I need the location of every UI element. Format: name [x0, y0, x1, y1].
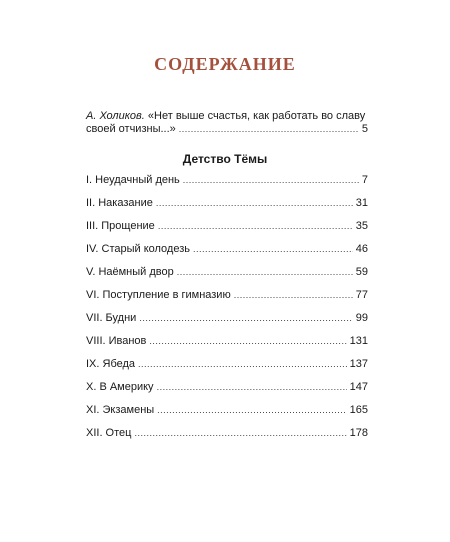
toc-entry [86, 427, 368, 450]
toc-entry-title: I. Неудачный день [86, 174, 180, 186]
dot-leader [158, 220, 353, 233]
toc-entry-page: 35 [355, 220, 368, 232]
toc-entry-title: VII. Будни [86, 312, 137, 324]
page-title: СОДЕРЖАНИЕ [154, 54, 296, 74]
toc-entry [86, 220, 368, 243]
toc-entry-title: XII. Отец [86, 427, 132, 439]
toc-entry-page: 137 [349, 358, 368, 370]
toc-entry-page: 165 [349, 404, 368, 416]
toc-entry-title: III. Прощение [86, 220, 155, 232]
dot-leader [193, 243, 353, 256]
toc-entry-page: 7 [361, 174, 368, 186]
preface-line-2 [86, 123, 368, 136]
toc-entry-page: 59 [355, 266, 368, 278]
dot-leader [179, 123, 359, 136]
toc-entry [86, 289, 368, 312]
toc-entry-page: 46 [355, 243, 368, 255]
toc-entry [86, 266, 368, 289]
toc-entry-page: 147 [349, 381, 368, 393]
dot-leader [183, 174, 359, 187]
dot-leader [134, 427, 346, 440]
preface-title-line-2: своей отчизны...» [86, 123, 176, 135]
dot-leader [234, 289, 353, 302]
toc-entry-title: XI. Экзамены [86, 404, 155, 416]
toc-entry-title: VIII. Иванов [86, 335, 147, 347]
toc-entry-title: IV. Старый колодезь [86, 243, 190, 255]
toc-entry-page: 178 [349, 427, 368, 439]
dot-leader [149, 335, 346, 348]
preface-line-1 [86, 110, 368, 123]
toc-list [86, 174, 368, 450]
preface-author: А. Холиков. [86, 110, 145, 122]
toc-entry [86, 174, 368, 197]
toc-entry-title: X. В Америку [86, 381, 154, 393]
dot-leader [177, 266, 353, 279]
toc-entry [86, 243, 368, 266]
section-title: Детство Тёмы [182, 152, 268, 166]
toc-entry-title: II. Наказание [86, 197, 153, 209]
preface-page-number: 5 [361, 123, 368, 135]
toc-entry [86, 404, 368, 427]
preface-title-line-1: «Нет выше счастья, как работать во славу [144, 110, 366, 122]
dot-leader [156, 197, 353, 210]
toc-entry-title: VI. Поступление в гимназию [86, 289, 231, 301]
dot-leader [157, 404, 346, 417]
preface-entry [86, 110, 368, 136]
toc-entry-page: 31 [355, 197, 368, 209]
toc-entry-page: 131 [349, 335, 368, 347]
toc-entry-title: V. Наёмный двор [86, 266, 174, 278]
toc-entry [86, 335, 368, 358]
dot-leader [138, 358, 347, 371]
toc-entry [86, 358, 368, 381]
toc-entry [86, 312, 368, 335]
toc-entry-page: 77 [355, 289, 368, 301]
toc-entry-page: 99 [355, 312, 368, 324]
dot-leader [139, 312, 352, 325]
toc-entry [86, 197, 368, 220]
toc-entry [86, 381, 368, 404]
toc-entry-title: IX. Ябеда [86, 358, 136, 370]
dot-leader [157, 381, 347, 394]
